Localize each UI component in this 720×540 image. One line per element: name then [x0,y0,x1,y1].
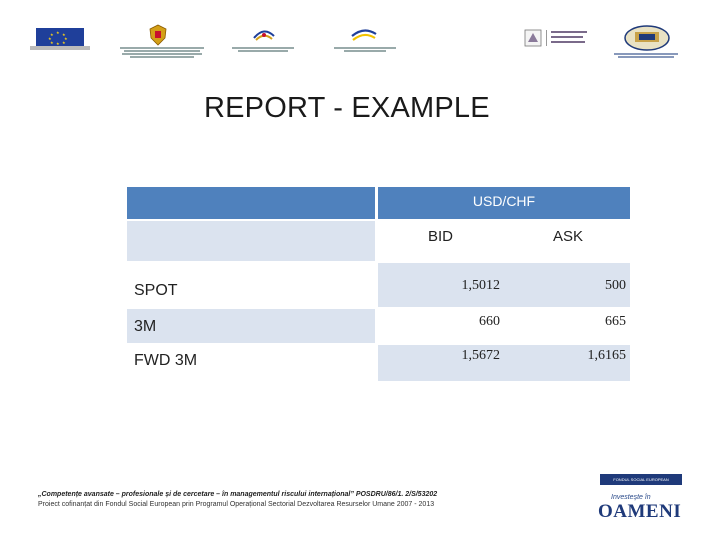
tagline: Investește în [611,494,651,501]
page-title: REPORT - EXAMPLE [204,92,490,124]
romanian-coat-of-arms-icon [148,24,168,46]
academy-caption [614,52,678,59]
posdru-caption [334,46,396,53]
fwd-3m-ask-value: 1,6165 [587,348,626,363]
column-bid-header: BID [428,228,454,245]
table-header-pair: USD/CHF [472,193,536,209]
row-label-3m: 3M [134,318,157,335]
row-label-fwd-3m: FWD 3M [134,352,198,369]
posdru-logo-icon [350,26,378,44]
table-header-blank [127,187,375,219]
academy-crest-icon [622,24,672,54]
eu-caption [30,46,90,50]
ministry-logo-icon [252,26,276,44]
eu-flag-icon: ★ ★ ★ ★ ★ ★ ★ ★ [36,28,84,46]
subheader-blank [127,221,375,261]
ministry-logo-caption [232,46,294,53]
column-ask-header: ASK [553,228,584,245]
row-band [127,309,375,343]
3m-ask-value: 665 [605,314,626,329]
subheader-cell [378,221,630,261]
fse-banner: FONDUL SOCIAL EUROPEAN [600,474,682,485]
cofinancing-footer: Proiect cofinanțat din Fondul Social European prin Programul Operațional Sectorial Dezvoltarea Resurselor Umane 2007 - 2013 [38,501,435,508]
spot-ask-value: 500 [605,278,626,293]
row-label-spot: SPOT [134,282,178,299]
spot-bid-value: 1,5012 [461,278,500,293]
3m-bid-value: 660 [479,314,500,329]
project-title-footer: „Competențe avansate – profesionale și de cercetare – în managementul riscului internațional” POSDRU/86/1. 2/S/53202 [38,491,438,498]
oameni-logo-text: OAMENI [598,501,682,522]
university-logo-icon [524,26,590,48]
ministry-caption [120,46,204,60]
fwd-3m-bid-value: 1,5672 [461,348,500,363]
